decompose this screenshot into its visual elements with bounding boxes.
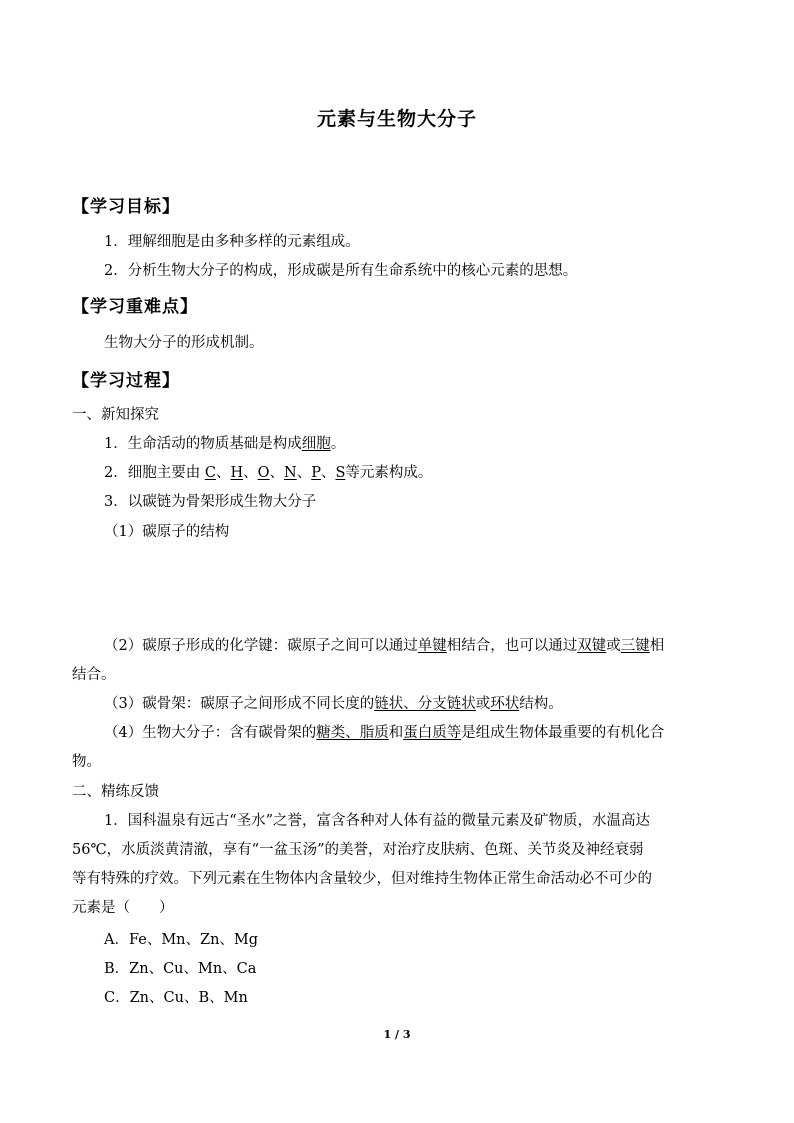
sep: 、: [296, 465, 312, 481]
process-item-2: [104, 463, 432, 483]
objective-item-2: 2．分析生物大分子的构成，形成碳是所有生命系统中的核心元素的思想。: [104, 263, 578, 279]
element-n: N: [284, 465, 297, 481]
answer-single-bond: 单键: [417, 638, 447, 654]
sub-item-2: [104, 636, 664, 656]
item2-end: 等元素构成。: [345, 465, 433, 481]
objective-item-1: 1．理解细胞是由多种多样的元素组成。: [104, 234, 360, 250]
key-points-heading: 【学习重难点】: [72, 297, 198, 317]
sub2-text: （2）碳原子形成的化学键：碳原子之间可以通过: [104, 638, 418, 654]
answer-triple-bond: 三键: [620, 638, 650, 654]
option-a: A．Fe、Mn、Zn、Mg: [104, 932, 259, 948]
page-number: 1 / 3: [383, 1028, 411, 1041]
answer-protein: 蛋白质等: [403, 725, 462, 741]
sub3-or: 或: [475, 696, 491, 712]
item2-text: 2．细胞主要由: [104, 465, 205, 481]
element-c: C: [204, 465, 216, 481]
sub-item-4-cont: 物。: [72, 754, 101, 770]
answer-chain: 链状、分支链状: [374, 696, 476, 712]
question-1-line-3: 等有特殊的疗效。下列元素在生物体内含量较少，但对维持生物体正常生命活动必不可少的: [72, 871, 652, 887]
objectives-heading: 【学习目标】: [72, 197, 180, 217]
sep: 、: [269, 465, 284, 481]
page-title: 元素与生物大分子: [316, 108, 477, 130]
question-1-line-4: 元素是（ ）: [72, 900, 174, 916]
sep: 、: [320, 465, 336, 481]
sub4-end: 是组成生物体最重要的有机化合: [461, 725, 665, 741]
process-item-1: [104, 434, 345, 454]
sub3-end: 结构。: [519, 696, 563, 712]
item1-answer: 细胞: [301, 436, 331, 452]
item1-end: 。: [330, 436, 346, 452]
sub2-text-mid: 相结合，也可以通过: [446, 638, 578, 654]
element-p: P: [311, 465, 321, 481]
part2-title: 二、精练反馈: [72, 784, 159, 800]
process-heading: 【学习过程】: [72, 371, 180, 391]
sub-item-3: [104, 694, 563, 714]
sep: 、: [243, 465, 258, 481]
part1-title: 一、新知探究: [72, 407, 159, 423]
sub-item-4: [104, 723, 664, 743]
sep: 、: [215, 465, 231, 481]
element-h: H: [230, 465, 244, 481]
sub4-text: （4）生物大分子：含有碳骨架的: [104, 725, 317, 741]
element-s: S: [335, 465, 346, 481]
answer-ring: 环状: [490, 696, 520, 712]
option-b: B．Zn、Cu、Mn、Ca: [104, 961, 257, 977]
sub2-end: 相: [649, 638, 665, 654]
item1-text: 1．生命活动的物质基础是构成: [104, 436, 302, 452]
process-item-3: 3．以碳链为骨架形成生物大分子: [104, 494, 317, 510]
sub-item-1: （1）碳原子的结构: [104, 524, 230, 540]
sub-item-2-cont: 结合。: [72, 667, 116, 683]
sub4-and: 和: [388, 725, 404, 741]
sub3-text: （3）碳骨架：碳原子之间形成不同长度的: [104, 696, 375, 712]
element-o: O: [257, 465, 270, 481]
option-c: C．Zn、Cu、B、Mn: [104, 990, 248, 1006]
question-1-line-1: 1．国科温泉有远古“圣水”之誉，富含各种对人体有益的微量元素及矿物质，水温高达: [104, 813, 651, 829]
answer-double-bond: 双键: [577, 638, 607, 654]
sub2-or: 或: [606, 638, 621, 654]
key-points-text: 生物大分子的形成机制。: [104, 335, 264, 351]
question-1-line-2: 56℃，水质淡黄清澈，享有“一盆玉汤”的美誉，对治疗皮肤病、色斑、关节炎及神经衰弱: [72, 842, 644, 858]
answer-sugar-lipid: 糖类、脂质: [316, 725, 389, 741]
